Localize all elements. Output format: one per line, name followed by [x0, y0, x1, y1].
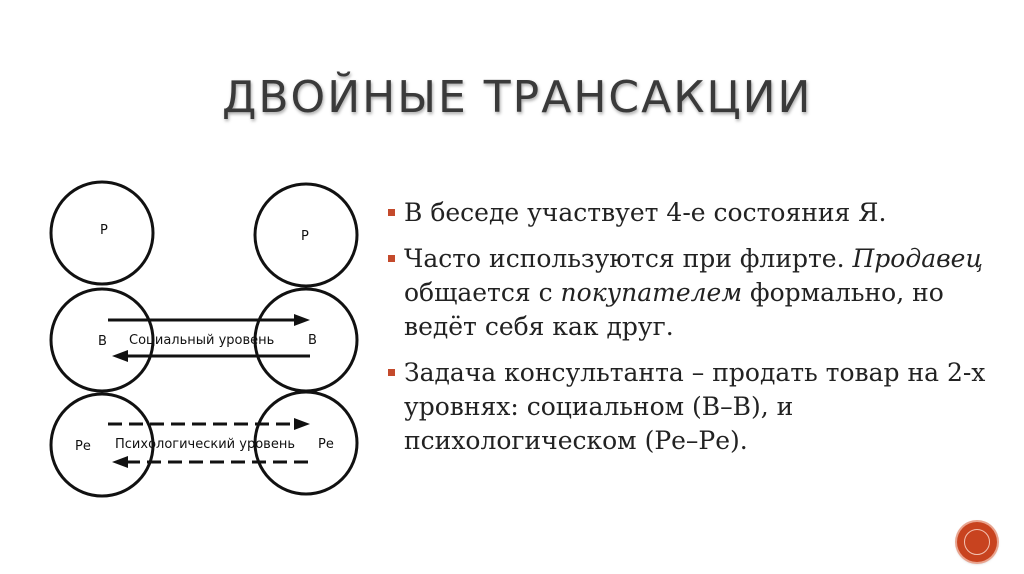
- left-child-label: Ре: [75, 439, 91, 454]
- bullet-text: Задача консультанта – продать товар на 2-х уровнях: социальном (В–В), и психологическом (Ре–Ре).: [404, 358, 986, 455]
- left-parent-label: Р: [100, 223, 108, 238]
- bullet-marker-icon: [388, 255, 395, 262]
- bullet-item: [388, 242, 988, 344]
- social-arrow-left-head: [112, 350, 128, 362]
- bullet-marker-icon: [388, 369, 395, 376]
- social-arrow-right-head: [294, 314, 310, 326]
- bullet-item: [388, 196, 988, 230]
- circle-button-icon[interactable]: [957, 522, 997, 562]
- bullet-text: В беседе участвует 4-е состояния Я.: [404, 198, 887, 227]
- left-adult-label: В: [98, 334, 107, 349]
- right-child-label: Ре: [318, 437, 334, 452]
- psychological-level-label: Психологический уровень: [115, 437, 295, 452]
- social-level-label: Социальный уровень: [129, 333, 275, 348]
- bullet-text: формально, но ведёт себя как друг.: [404, 278, 944, 341]
- bullet-text: общается с: [404, 278, 561, 307]
- seller-term: Продавец: [852, 244, 983, 273]
- bullet-item: [388, 356, 988, 458]
- psychological-arrow-right-head: [294, 418, 310, 430]
- right-adult-label: В: [308, 333, 317, 348]
- transaction-diagram: [40, 170, 370, 510]
- slide-title: ДВОЙНЫЕ ТРАНСАКЦИИ: [222, 72, 813, 123]
- bullet-marker-icon: [388, 209, 395, 216]
- psychological-arrow-left-head: [112, 456, 128, 468]
- bullet-list: [388, 196, 988, 470]
- buyer-term: покупателем: [560, 278, 743, 307]
- bullet-text: Часто используются при флирте.: [404, 244, 853, 273]
- right-parent-label: Р: [301, 229, 309, 244]
